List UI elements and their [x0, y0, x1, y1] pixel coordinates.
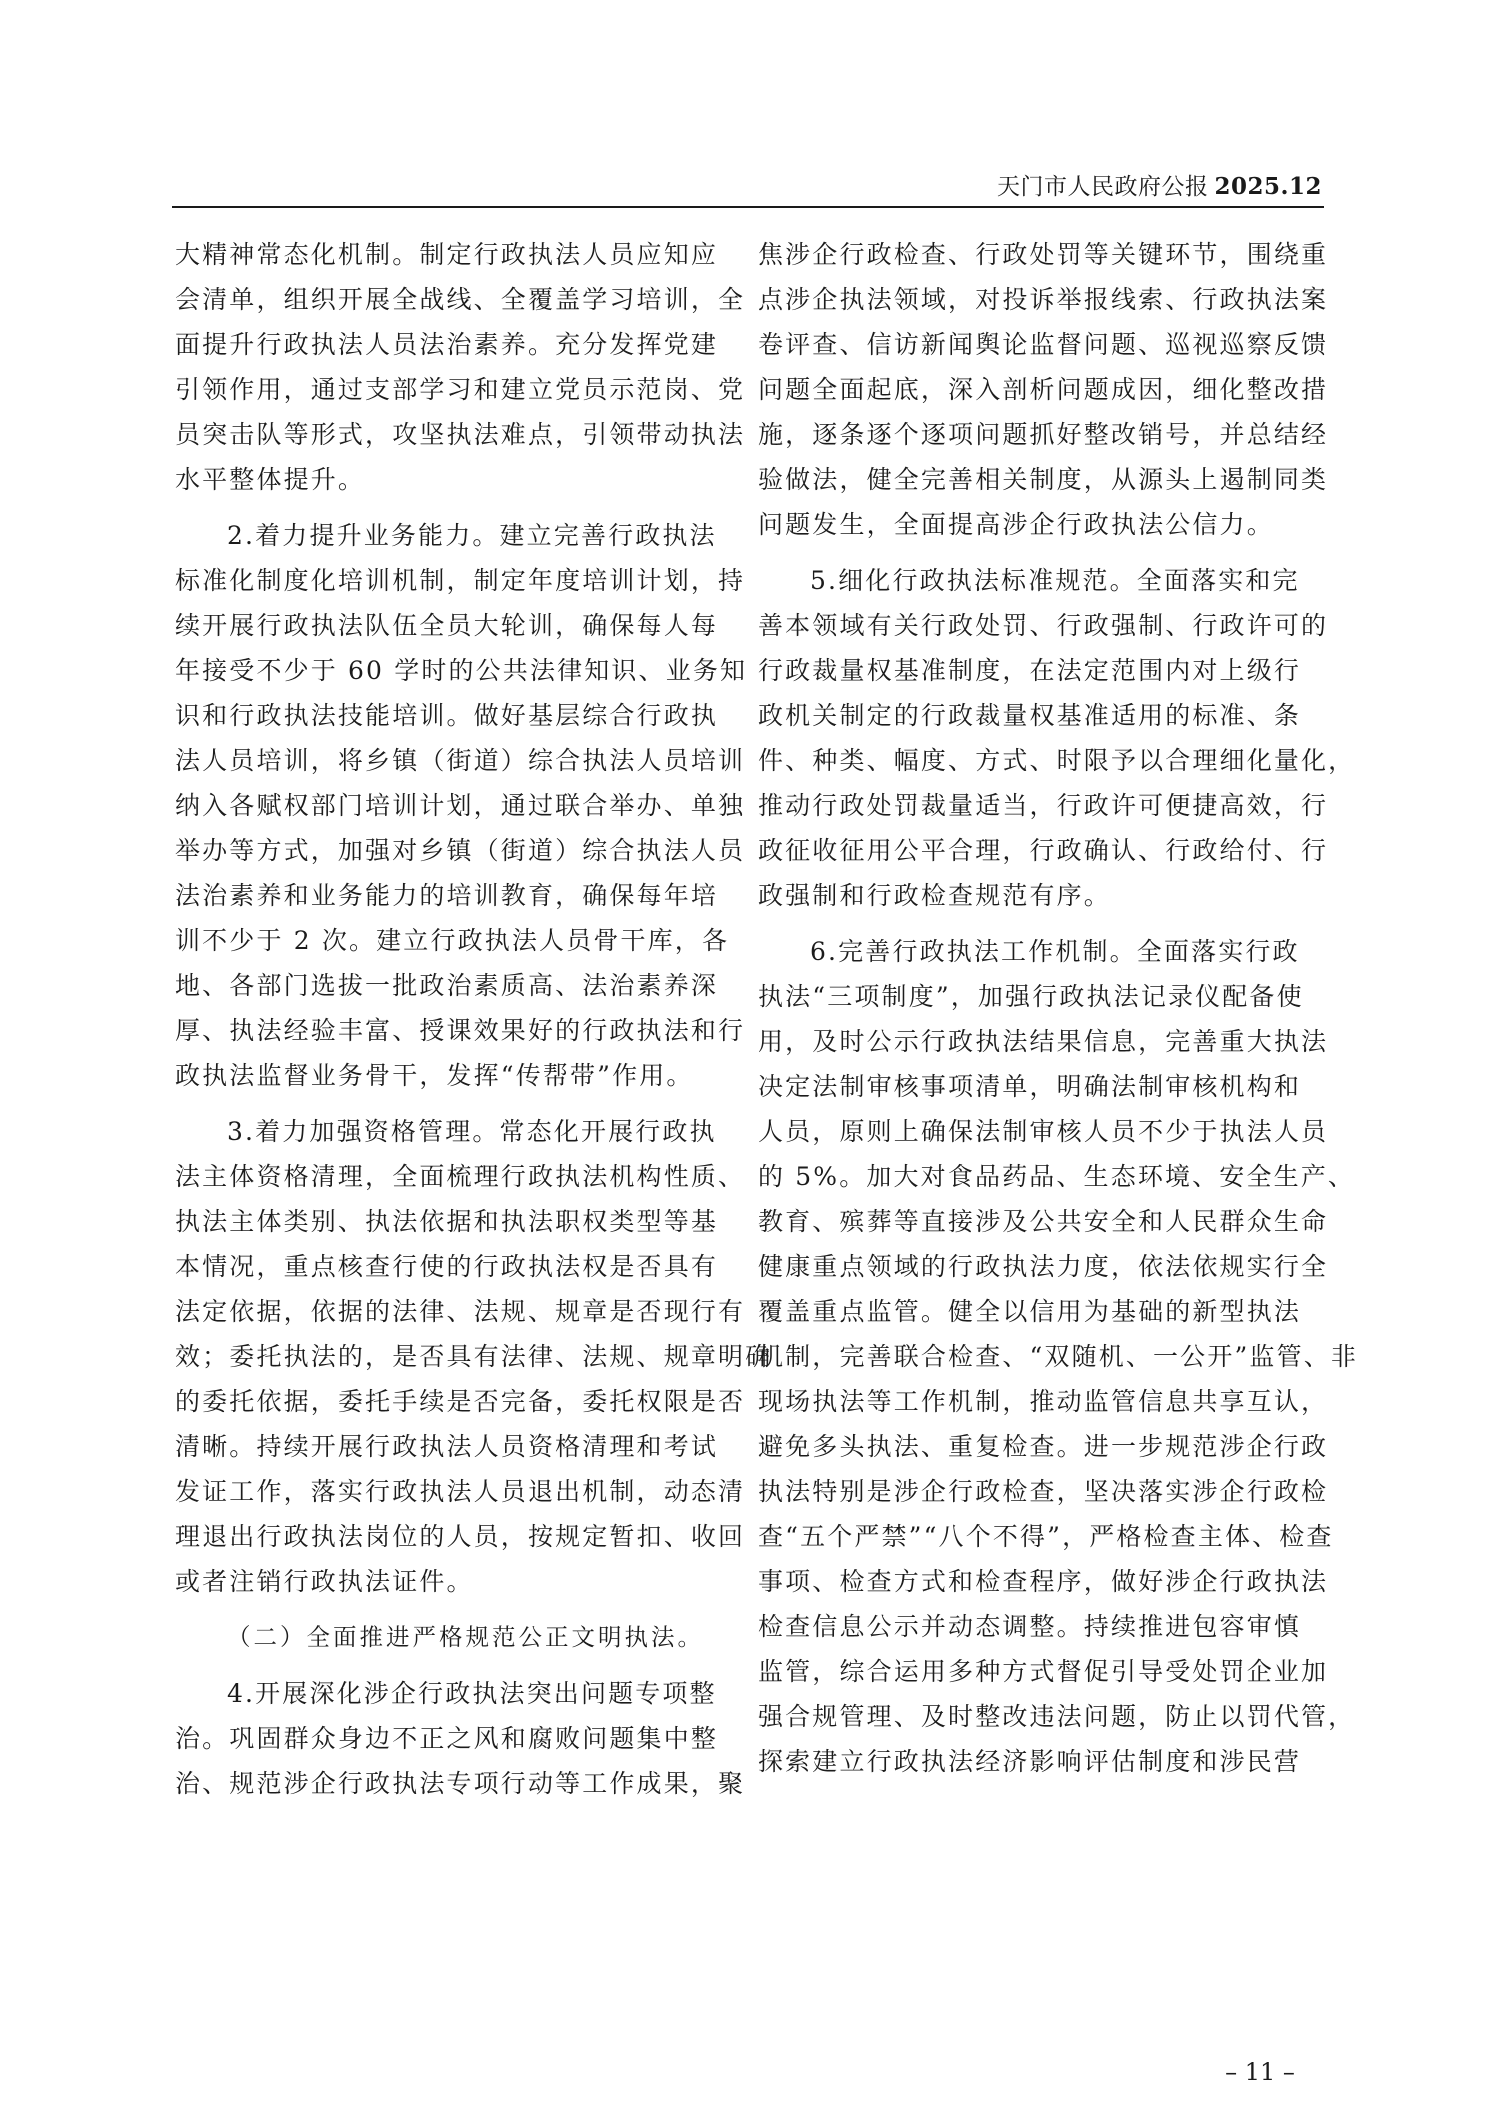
text-line: 面提升行政执法人员法治素养。充分发挥党建 [175, 330, 719, 359]
text-line: 强合规管理、及时整改违法问题，防止以罚代管， [758, 1702, 1356, 1731]
text-line: 推动行政处罚裁量适当，行政许可便捷高效，行 [758, 791, 1329, 820]
text-line: 验做法，健全完善相关制度，从源头上遏制同类 [758, 465, 1329, 494]
text-line: 机制，完善联合检查、“双随机、一公开”监管、非 [758, 1342, 1359, 1371]
left-column [175, 232, 773, 1806]
text-line: 大精神常态化机制。制定行政执法人员应知应 [175, 240, 719, 269]
text-line: 监管，综合运用多种方式督促引导受处罚企业加 [758, 1657, 1329, 1686]
paragraph-start-5: 5.细化行政执法标准规范。全面落实和完 [810, 566, 1300, 595]
text-line: 水平整体提升。 [175, 465, 366, 494]
paragraph-start-6: 6.完善行政执法工作机制。全面落实行政 [810, 937, 1300, 966]
text-line: 治、规范涉企行政执法专项行动等工作成果，聚 [175, 1769, 746, 1798]
text-line: 理退出行政执法岗位的人员，按规定暂扣、收回 [175, 1522, 746, 1551]
paragraph-start-4: 4.开展深化涉企行政执法突出问题专项整 [227, 1679, 717, 1708]
text-line: 厚、执法经验丰富、授课效果好的行政执法和行 [175, 1016, 746, 1045]
text-line: 政征收征用公平合理，行政确认、行政给付、行 [758, 836, 1329, 865]
text-line: 行政裁量权基准制度，在法定范围内对上级行 [758, 656, 1302, 685]
text-line: 事项、检查方式和检查程序，做好涉企行政执法 [758, 1567, 1329, 1596]
text-line: 健康重点领域的行政执法力度，依法依规实行全 [758, 1252, 1329, 1281]
running-header [997, 168, 1322, 201]
section-heading: （二）全面推进严格规范公正文明执法。 [227, 1623, 704, 1651]
publication-name: 天门市人民政府公报 [996, 174, 1209, 200]
text-line: 的 5%。加大对食品药品、生态环境、安全生产、 [758, 1162, 1356, 1191]
paragraph-start-3: 3.着力加强资格管理。常态化开展行政执 [227, 1117, 717, 1146]
text-line: 引领作用，通过支部学习和建立党员示范岗、党 [175, 375, 746, 404]
text-line: 覆盖重点监管。健全以信用为基础的新型执法 [758, 1297, 1302, 1326]
text-line: 焦涉企行政检查、行政处罚等关键环节，围绕重 [758, 240, 1329, 269]
text-line: 续开展行政执法队伍全员大轮训，确保每人每 [175, 611, 719, 640]
text-line: 员突击队等形式，攻坚执法难点，引领带动执法 [175, 420, 746, 449]
text-line: 避免多头执法、重复检查。进一步规范涉企行政 [758, 1432, 1329, 1461]
text-line: 清晰。持续开展行政执法人员资格清理和考试 [175, 1432, 719, 1461]
text-line: 纳入各赋权部门培训计划，通过联合举办、单独 [175, 791, 746, 820]
text-line: 训不少于 2 次。建立行政执法人员骨干库，各 [175, 926, 730, 955]
page-number: – 11 – [1225, 2058, 1295, 2086]
text-line: 法主体资格清理，全面梳理行政执法机构性质、 [175, 1162, 746, 1191]
text-line: 标准化制度化培训机制，制定年度培训计划，持 [175, 566, 746, 595]
right-column [758, 232, 1359, 1784]
text-line: 施，逐条逐个逐项问题抓好整改销号，并总结经 [758, 420, 1329, 449]
text-line: 执法特别是涉企行政检查，坚决落实涉企行政检 [758, 1477, 1329, 1506]
text-line: 决定法制审核事项清单，明确法制审核机构和 [758, 1072, 1302, 1101]
text-line: 治。巩固群众身边不正之风和腐败问题集中整 [175, 1724, 719, 1753]
text-line: 问题全面起底，深入剖析问题成因，细化整改措 [758, 375, 1329, 404]
text-line: 现场执法等工作机制，推动监管信息共享互认， [758, 1387, 1329, 1416]
text-line: 检查信息公示并动态调整。持续推进包容审慎 [758, 1612, 1302, 1641]
text-line: 或者注销行政执法证件。 [175, 1567, 474, 1596]
text-line: 卷评查、信访新闻舆论监督问题、巡视巡察反馈 [758, 330, 1329, 359]
text-line: 执法主体类别、执法依据和执法职权类型等基 [175, 1207, 719, 1236]
text-line: 用，及时公示行政执法结果信息，完善重大执法 [758, 1027, 1329, 1056]
text-line: 法治素养和业务能力的培训教育，确保每年培 [175, 881, 719, 910]
paragraph-start-2: 2.着力提升业务能力。建立完善行政执法 [227, 521, 717, 550]
text-line: 法定依据，依据的法律、法规、规章是否现行有 [175, 1297, 746, 1326]
text-line: 的委托依据，委托手续是否完备，委托权限是否 [175, 1387, 746, 1416]
text-line: 人员，原则上确保法制审核人员不少于执法人员 [758, 1117, 1329, 1146]
text-line: 地、各部门选拔一批政治素质高、法治素养深 [175, 971, 719, 1000]
text-line: 善本领域有关行政处罚、行政强制、行政许可的 [758, 611, 1329, 640]
text-line: 举办等方式，加强对乡镇（街道）综合执法人员 [175, 836, 746, 865]
text-line: 效；委托执法的，是否具有法律、法规、规章明确 [175, 1342, 773, 1371]
text-line: 年接受不少于 60 学时的公共法律知识、业务知 [175, 656, 748, 685]
text-line: 政机关制定的行政裁量权基准适用的标准、条 [758, 701, 1302, 730]
text-line: 教育、殡葬等直接涉及公共安全和人民群众生命 [758, 1207, 1329, 1236]
text-line: 识和行政执法技能培训。做好基层综合行政执 [175, 701, 719, 730]
text-line: 政强制和行政检查规范有序。 [758, 881, 1111, 910]
issue-number: 2025.12 [1214, 173, 1322, 200]
text-line: 政执法监督业务骨干，发挥“传帮带”作用。 [175, 1061, 694, 1090]
text-line: 本情况，重点核查行使的行政执法权是否具有 [175, 1252, 719, 1281]
text-line: 法人员培训，将乡镇（街道）综合执法人员培训 [175, 746, 746, 775]
header-rule [172, 206, 1324, 208]
text-line: 点涉企执法领域，对投诉举报线索、行政执法案 [758, 285, 1329, 314]
text-line: 查“五个严禁”“八个不得”，严格检查主体、检查 [758, 1522, 1334, 1551]
text-line: 件、种类、幅度、方式、时限予以合理细化量化， [758, 746, 1356, 775]
text-line: 执法“三项制度”，加强行政执法记录仪配备使 [758, 982, 1304, 1011]
text-line: 问题发生，全面提高涉企行政执法公信力。 [758, 510, 1274, 539]
text-line: 会清单，组织开展全战线、全覆盖学习培训，全 [175, 285, 746, 314]
text-line: 探索建立行政执法经济影响评估制度和涉民营 [758, 1747, 1302, 1776]
text-line: 发证工作，落实行政执法人员退出机制，动态清 [175, 1477, 746, 1506]
